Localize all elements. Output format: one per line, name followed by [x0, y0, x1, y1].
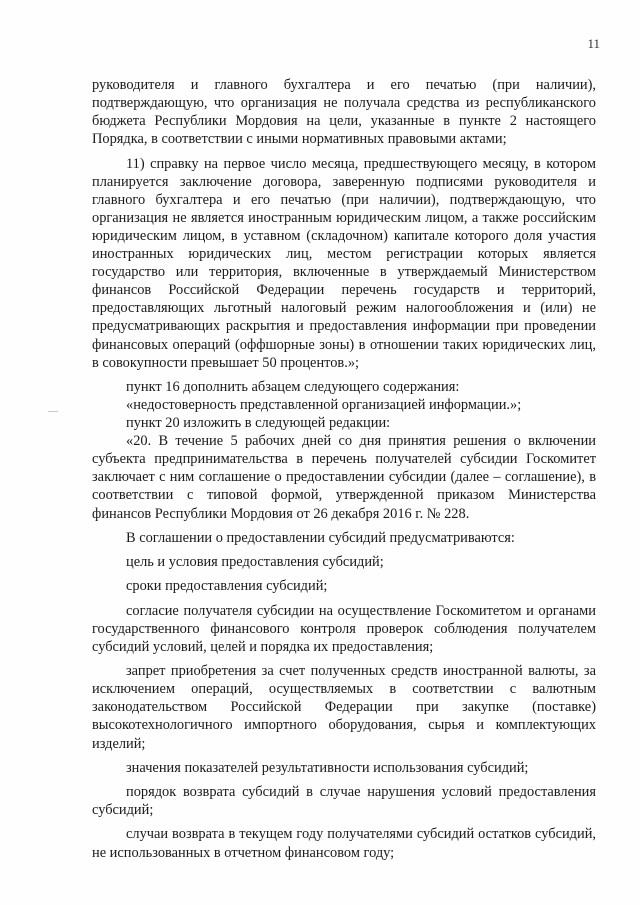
- paragraph: порядок возврата субсидий в случае нарушения условий предоставления субсидий;: [92, 784, 596, 819]
- paragraph: пункт 20 изложить в следующей редакции:: [126, 415, 391, 432]
- paragraph: цель и условия предоставления субсидий;: [126, 554, 384, 571]
- paragraph: сроки предоставления субсидий;: [126, 578, 328, 595]
- paragraph: согласие получателя субсидии на осуществление Госкомитетом и органами государственного финансового контроля проверок соблюдения получателем субсидий условий, целей и порядка их предоставления;: [92, 602, 596, 655]
- margin-mark: —: [48, 406, 58, 417]
- paragraph: руководителя и главного бухгалтера и его печатью (при наличии), подтверждающую, что организация не получала средства из республиканского бюджета Республики Мордовия на цели, указанные в пункте 2 настоящего Порядка, в соответствии с иными нормативных правовыми актами;: [92, 77, 596, 148]
- paragraph: запрет приобретения за счет полученных средств иностранной валюты, за исключением операций, осуществляемых в соответствии с валютным законодательством Российской Федерации при закупке (поставке) высокотехнологичного импортного оборудования, сырья и комплектующих изделий;: [92, 663, 596, 752]
- paragraph: пункт 16 дополнить абзацем следующего содержания:: [126, 378, 460, 395]
- document-body: [92, 76, 596, 868]
- paragraph: значения показателей результативности использования субсидий;: [126, 759, 529, 776]
- page-number: 11: [587, 36, 600, 51]
- paragraph: В соглашении о предоставлении субсидий предусматриваются:: [126, 529, 515, 546]
- paragraph: случаи возврата в текущем году получателями субсидий остатков субсидий, не использованных в отчетном финансовом году;: [92, 826, 596, 861]
- paragraph: «20. В течение 5 рабочих дней со дня принятия решения о включении субъекта предпринимательства в перечень получателей субсидии Госкомитет заключает с ним соглашение о предоставлении субсидии (далее – соглашение), в соответствии с типовой формой, утвержденной приказом Министерства финансов Республики Мордовия от 26 декабря 2016 г. № 228.: [92, 433, 596, 522]
- paragraph: 11) справку на первое число месяца, предшествующего месяцу, в котором планируется заключение договора, заверенную подписями руководителя и главного бухгалтера и его печатью (при наличии), подтверждающую, что организация не является иностранным юридическим лицом, а также российским юридическим лицом, в уставном (складочном) капитале которого доля участия иностранных юридических лиц, местом регистрации которых является государство или территория, включенные в утверждаемый Министерством финансов Российской Федерации перечень государств и территорий, предоставляющих льготный налоговый режим налогообложения и (или) не предусматривающих раскрытия и предоставления информации при проведении финансовых операций (оффшорные зоны) в отношении таких юридических лиц, в совокупности превышает 50 процентов.»;: [92, 155, 596, 371]
- paragraph: «недостоверность представленной организацией информации.»;: [126, 396, 522, 413]
